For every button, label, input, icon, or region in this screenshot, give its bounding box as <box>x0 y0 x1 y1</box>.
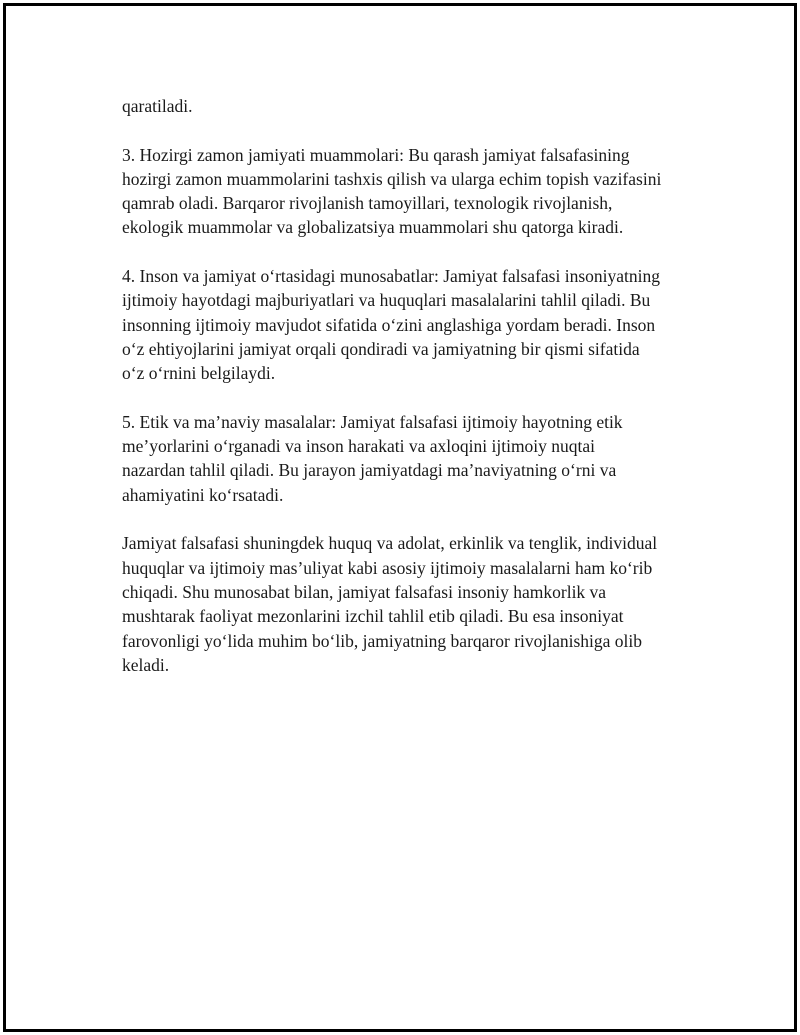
text-line: chiqadi. Shu munosabat bilan, jamiyat falsafasi insoniy hamkorlik va <box>122 581 607 602</box>
paragraph-ethical-issues <box>122 410 702 507</box>
text-line: mushtarak faoliyat mezonlarini izchil tahlil etib qiladi. Bu esa insoniyat <box>122 606 624 627</box>
text-line: ijtimoiy hayotdagi majburiyatlari va huquqlari masalalarini tahlil qiladi. Bu <box>122 290 651 311</box>
text-line: 3. Hozirgi zamon jamiyati muammolari: Bu qarash jamiyat falsafasining <box>122 144 630 165</box>
text-line: 4. Inson va jamiyat o‘rtasidagi munosabatlar: Jamiyat falsafasi insoniyatning <box>122 266 660 287</box>
text-line: 5. Etik va ma’naviy masalalar: Jamiyat falsafasi ijtimoiy hayotning etik <box>122 411 623 432</box>
text-line: farovonligi yo‘lida muhim bo‘lib, jamiyatning barqaror rivojlanishiga olib <box>122 630 643 651</box>
text-line: o‘z o‘rnini belgilaydi. <box>122 363 276 384</box>
text-line: ekologik muammolar va globalizatsiya muammolari shu qatorga kiradi. <box>122 217 624 238</box>
paragraph-conclusion <box>122 531 702 677</box>
paragraph-continuation <box>122 94 702 118</box>
text-line: o‘z ehtiyojlarini jamiyat orqali qondiradi va jamiyatning bir qismi sifatida <box>122 338 640 359</box>
text-line: qaratiladi. <box>122 96 193 116</box>
text-line: nazardan tahlil qiladi. Bu jarayon jamiyatdagi ma’naviyatning o‘rni va <box>122 460 617 481</box>
text-line: insonning ijtimoiy mavjudot sifatida o‘zini anglashiga yordam beradi. Inson <box>122 314 656 335</box>
text-line: me’yorlarini o‘rganadi va inson harakati va axloqini ijtimoiy nuqtai <box>122 436 596 457</box>
page-border <box>3 3 797 1032</box>
paragraph-person-and-society <box>122 264 702 385</box>
paragraph-modern-society-problems <box>122 143 702 240</box>
text-line: hozirgi zamon muammolarini tashxis qilish va ularga echim topish vazifasini <box>122 168 662 189</box>
text-line: qamrab oladi. Barqaror rivojlanish tamoyillari, texnologik rivojlanish, <box>122 193 613 214</box>
document-body <box>122 94 702 701</box>
text-line: huquqlar va ijtimoiy mas’uliyat kabi asosiy ijtimoiy masalalarni ham ko‘rib <box>122 557 653 578</box>
text-line: keladi. <box>122 654 170 675</box>
text-line: ahamiyatini ko‘rsatadi. <box>122 484 284 505</box>
text-line: Jamiyat falsafasi shuningdek huquq va adolat, erkinlik va tenglik, individual <box>122 533 658 554</box>
